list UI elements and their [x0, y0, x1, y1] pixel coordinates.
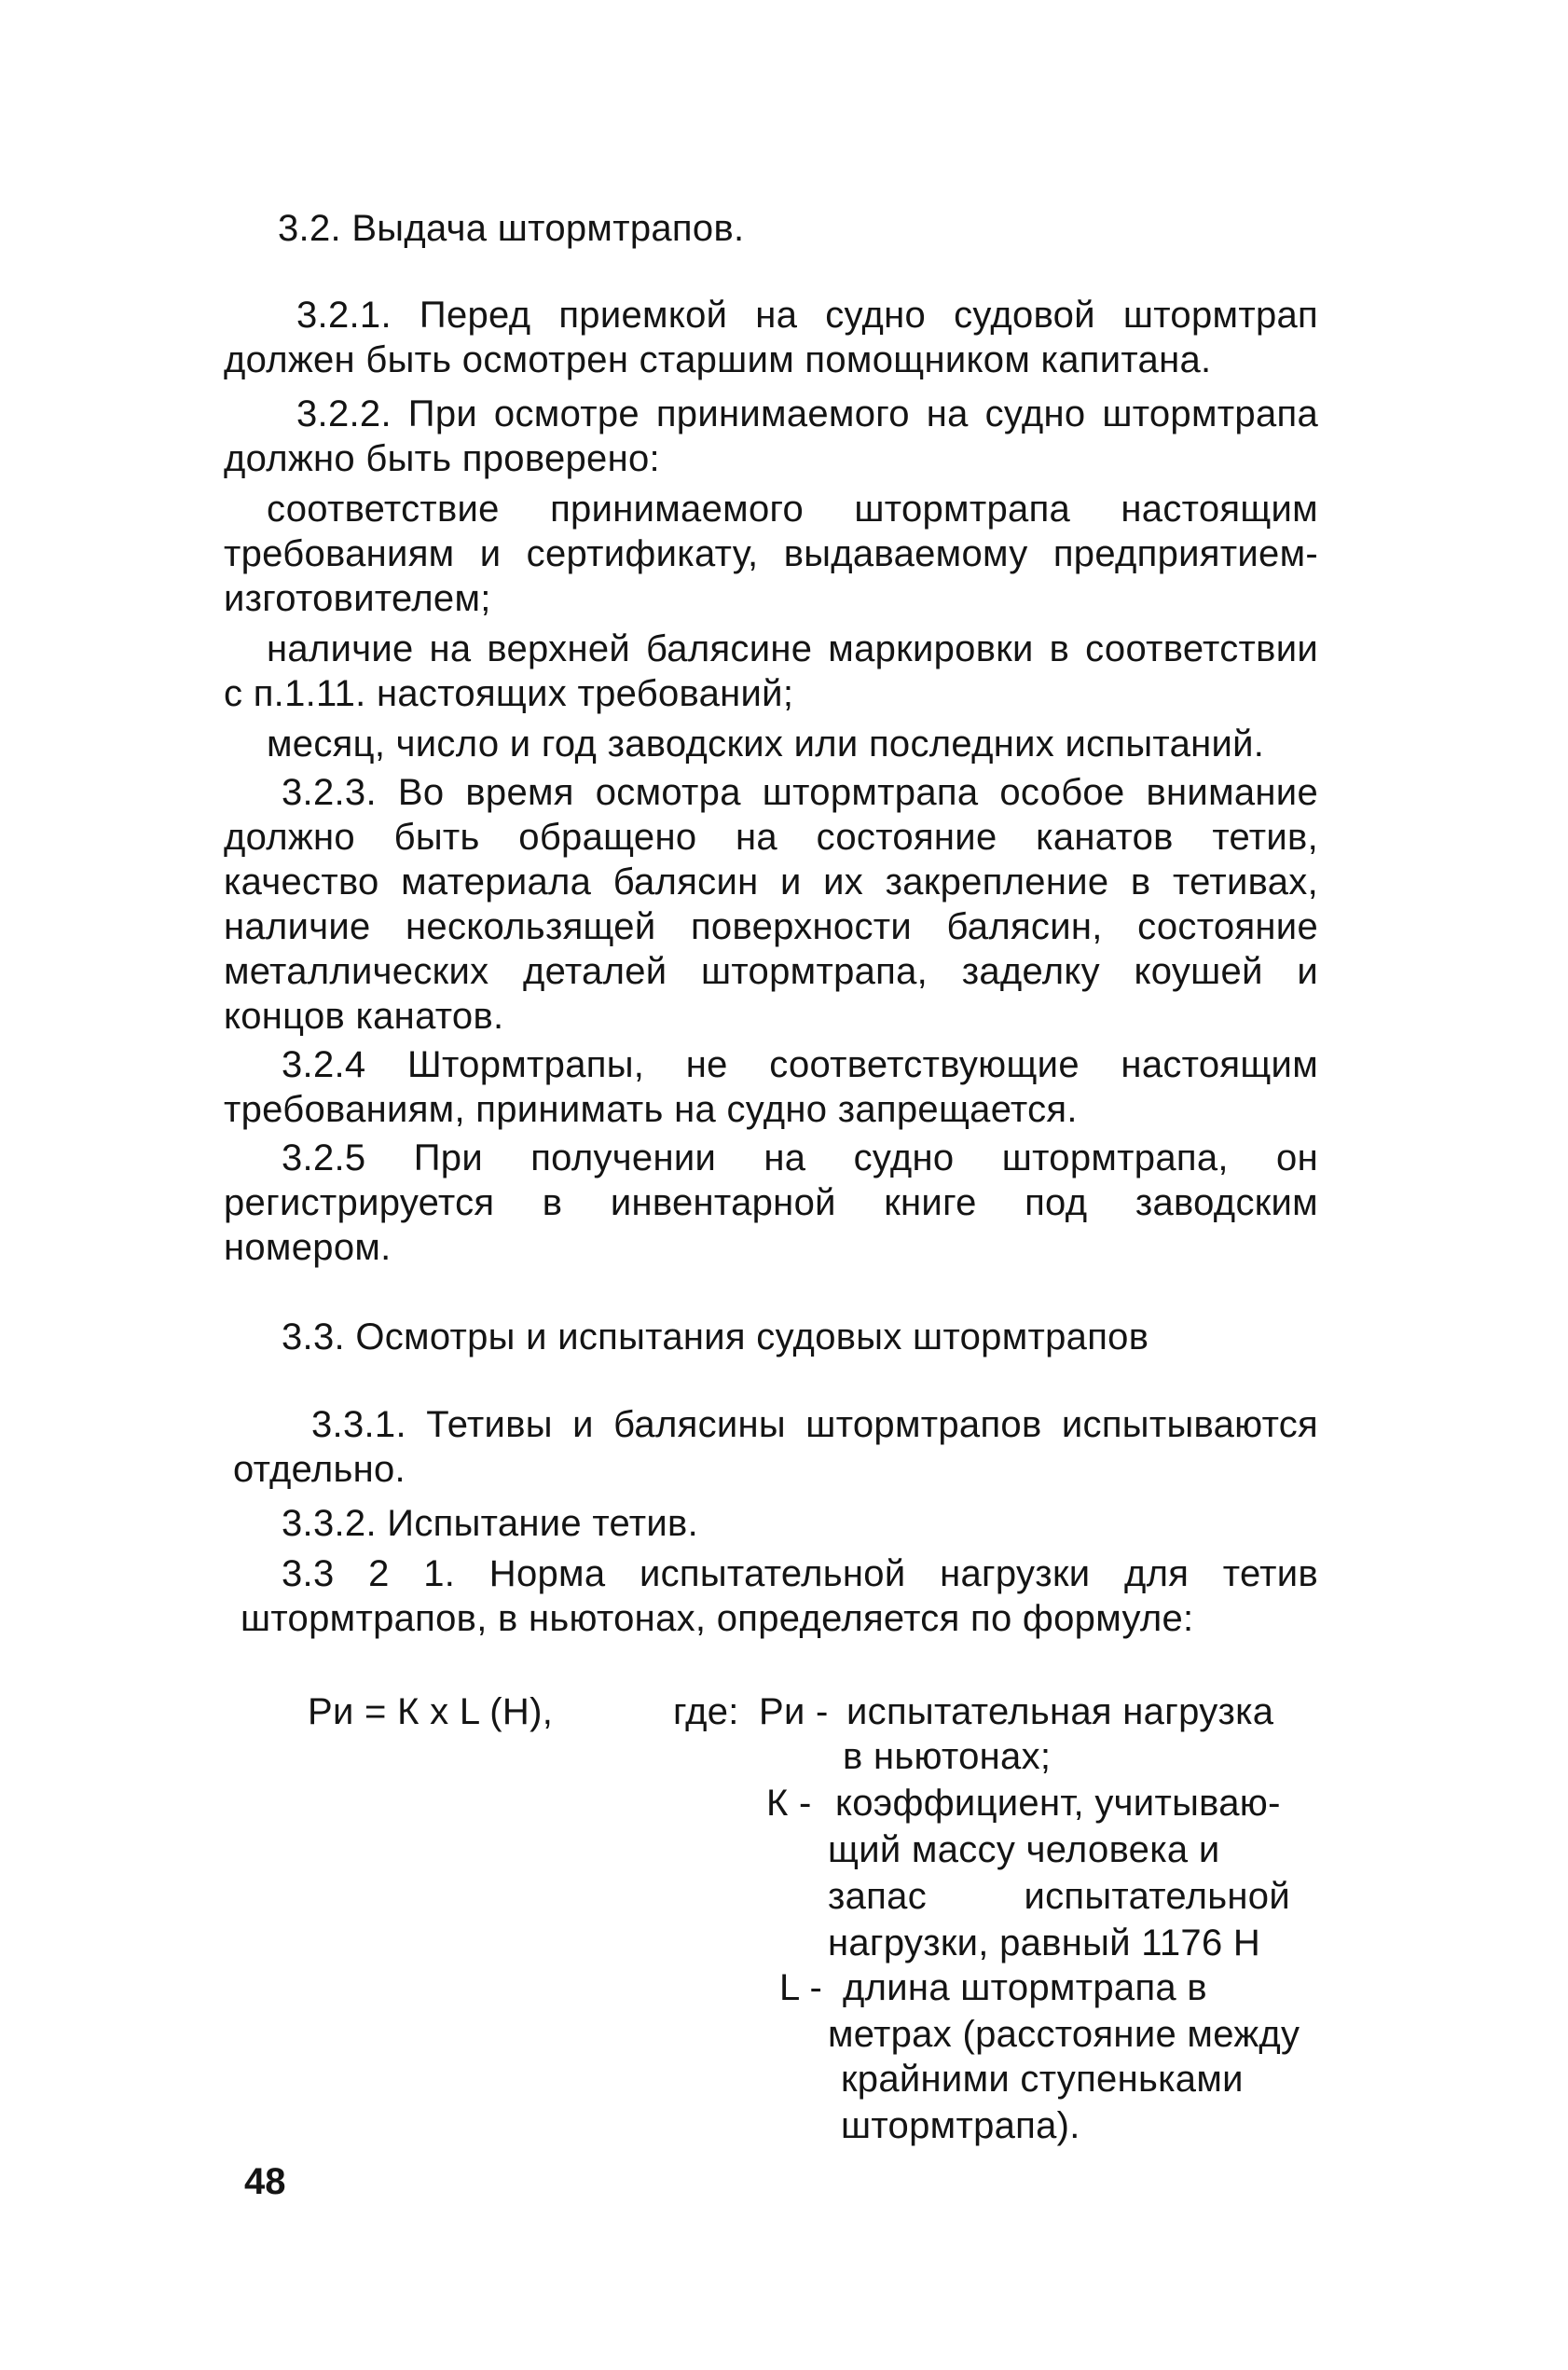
- paragraph-3-2-3-line-6: концов канатов.: [224, 996, 504, 1037]
- paragraph-3-2-4-line-1: 3.2.4 Штормтрапы, не соответствующие настоящим: [282, 1044, 1318, 1085]
- paragraph-3-2-3-line-4: наличие нескользящей поверхности балясин, состояние: [224, 906, 1318, 947]
- formula-def-k-line-1: коэффициент, учитываю-: [835, 1783, 1281, 1824]
- paragraph-3-2-3-line-1: 3.2.3. Во время осмотра штормтрапа особое внимание: [282, 772, 1318, 813]
- formula-def-k-line-2: щий массу человека и: [828, 1829, 1220, 1870]
- paragraph-3-2-2-line-1: 3.2.2. При осмотре принимаемого на судно штормтрапа: [296, 393, 1318, 434]
- formula-def-pi-line-1: испытательная нагрузка: [846, 1691, 1274, 1732]
- formula-def-l-line-2: метрах (расстояние между: [828, 2014, 1300, 2055]
- section-heading-3-2: 3.2. Выдача штормтрапов.: [278, 208, 745, 249]
- paragraph-3-3-2: 3.3.2. Испытание тетив.: [282, 1503, 698, 1544]
- list-item-2-line-2: с п.1.11. настоящих требований;: [224, 673, 794, 714]
- paragraph-3-3-1-line-2: отдельно.: [233, 1449, 406, 1490]
- paragraph-3-2-4-line-2: требованиям, принимать на судно запрещается.: [224, 1089, 1078, 1130]
- paragraph-3-3-2-1-line-2: штормтрапов, в ньютонах, определяется по формуле:: [241, 1598, 1194, 1639]
- formula-def-pi-line-2: в ньютонах;: [843, 1736, 1052, 1777]
- paragraph-3-2-3-line-3: качество материала балясин и их закрепление в тетивах,: [224, 861, 1318, 903]
- list-item-1-line-3: изготовителем;: [224, 578, 491, 619]
- formula-def-l-line-3: крайними ступеньками: [841, 2059, 1244, 2100]
- list-item-1-line-1: соответствие принимаемого штормтрапа настоящим: [267, 489, 1318, 530]
- formula-def-l-line-4: штормтрапа).: [841, 2105, 1080, 2146]
- paragraph-3-3-1-line-1: 3.3.1. Тетивы и балясины штормтрапов испытываются: [311, 1404, 1318, 1445]
- formula-def-k-line-3: запас испытательной: [828, 1876, 1290, 1917]
- formula-symbol-l: L -: [779, 1967, 823, 2008]
- paragraph-3-2-1-line-2: должен быть осмотрен старшим помощником капитана.: [224, 339, 1212, 380]
- formula-def-l-line-1: длина штормтрапа в: [843, 1967, 1207, 2008]
- list-item-3-line-1: месяц, число и год заводских или последних испытаний.: [267, 723, 1265, 765]
- formula-symbol-pi: Ри -: [759, 1691, 829, 1732]
- paragraph-3-2-3-line-2: должно быть обращено на состояние канатов тетив,: [224, 817, 1318, 858]
- formula-expression: Ри = К х L (Н),: [308, 1691, 554, 1732]
- page-number: 48: [244, 2161, 286, 2202]
- paragraph-3-2-2-line-2: должно быть проверено:: [224, 438, 660, 479]
- section-heading-3-3: 3.3. Осмотры и испытания судовых штормтрапов: [282, 1316, 1149, 1357]
- paragraph-3-3-2-1-line-1: 3.3 2 1. Норма испытательной нагрузки для тетив: [282, 1553, 1318, 1594]
- formula-def-k-line-4: нагрузки, равный 1176 Н: [828, 1922, 1261, 1964]
- list-item-1-line-2: требованиям и сертификату, выдаваемому предприятием-: [224, 533, 1318, 574]
- paragraph-3-2-1-line-1: 3.2.1. Перед приемкой на судно судовой штормтрап: [296, 295, 1318, 336]
- formula-symbol-k: К -: [766, 1783, 812, 1824]
- formula-where-label: где:: [673, 1691, 739, 1732]
- list-item-2-line-1: наличие на верхней балясине маркировки в соответствии: [267, 628, 1318, 669]
- paragraph-3-2-5-line-2: регистрируется в инвентарной книге под заводским: [224, 1182, 1318, 1223]
- paragraph-3-2-3-line-5: металлических деталей штормтрапа, заделку коушей и: [224, 951, 1318, 992]
- paragraph-3-2-5-line-1: 3.2.5 При получении на судно штормтрапа, он: [282, 1137, 1318, 1178]
- paragraph-3-2-5-line-3: номером.: [224, 1227, 392, 1268]
